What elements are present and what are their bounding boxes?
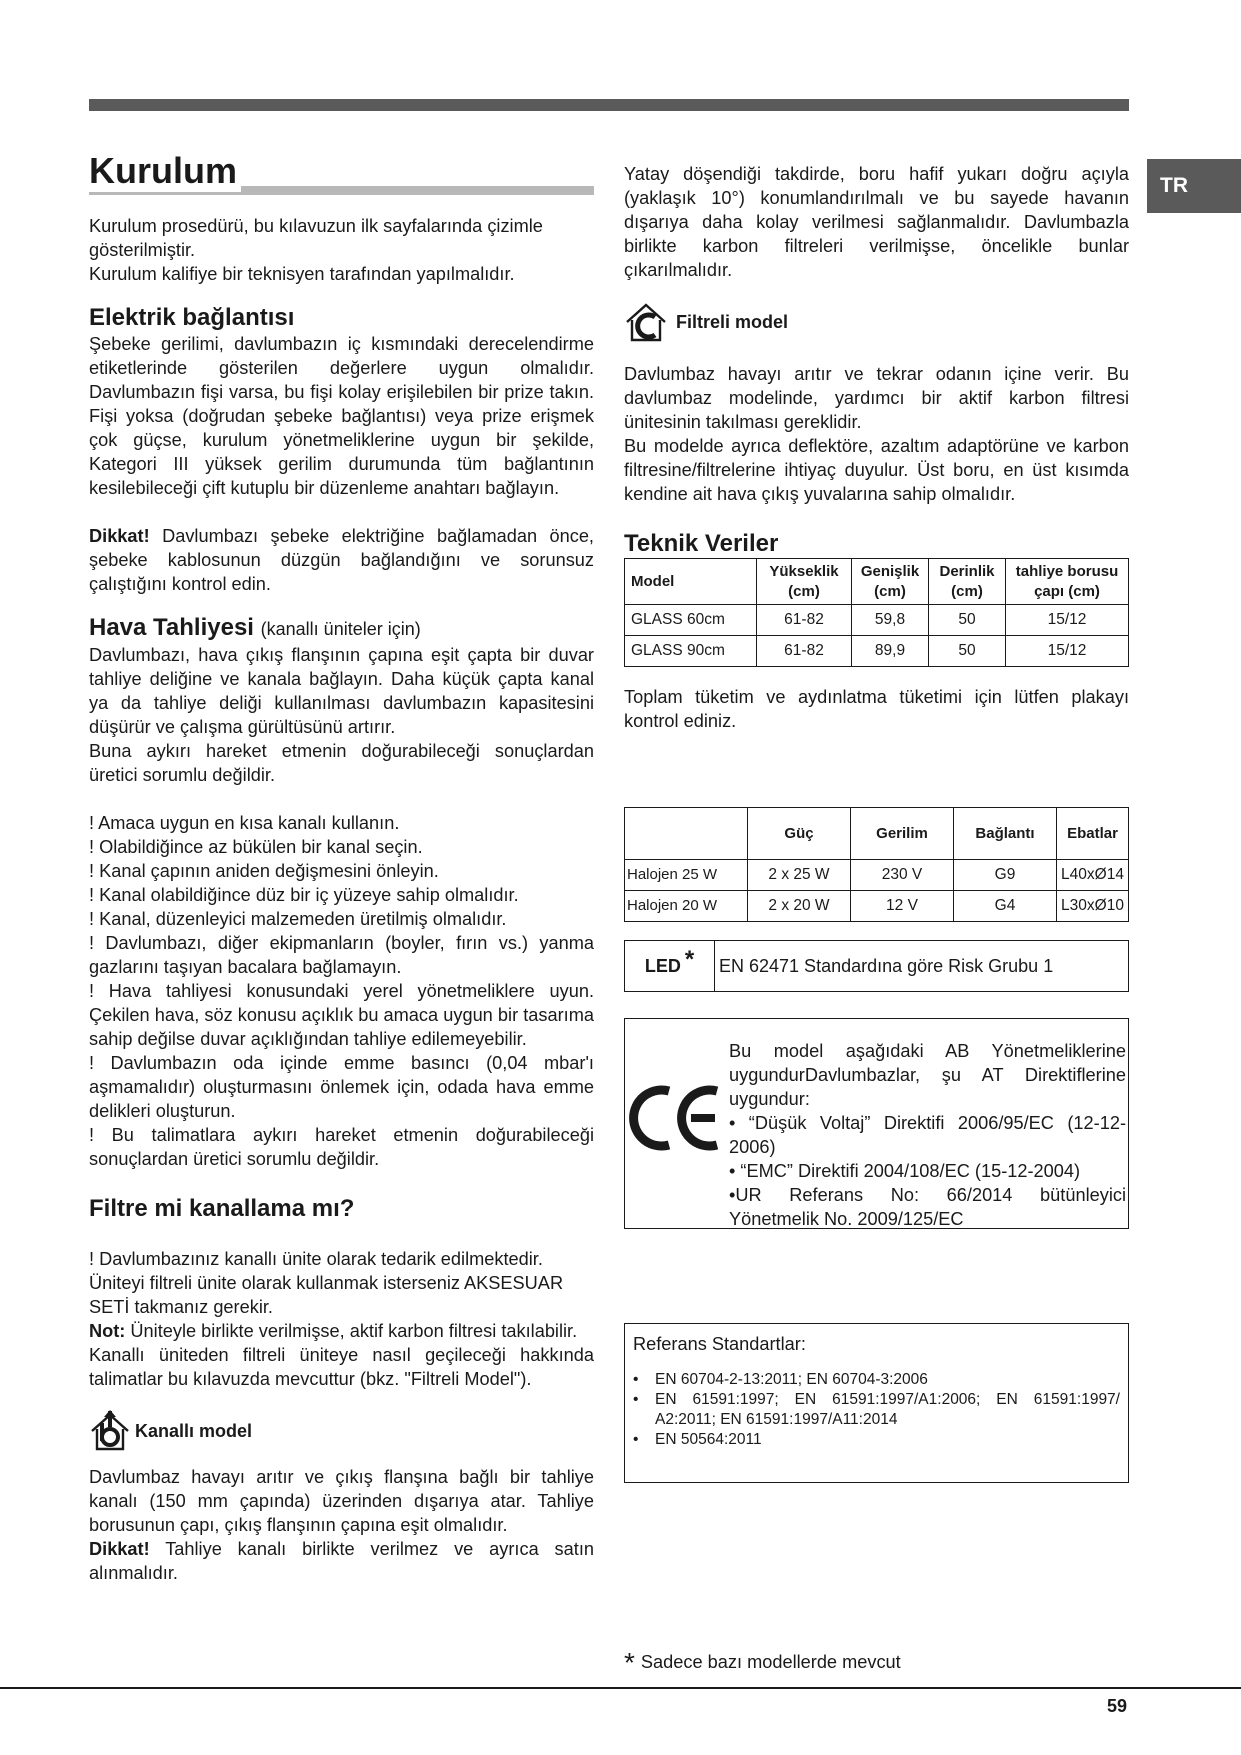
ce-item: •UR Referans No: 66/2014 bütünleyici Yönetmelik No. 2009/125/EC [729, 1185, 1126, 1229]
led-label [625, 941, 715, 991]
filter-text-1: ! Davlumbazınız kanallı ünite olarak tedarik edilmektedir. [89, 1249, 543, 1269]
filter-text-2: Üniteyi filtreli ünite olarak kullanmak isterseniz AKSESUAR SETİ takmanız gerekir. [89, 1273, 564, 1317]
table-cell: 12 V [851, 891, 954, 922]
filtered-heading-text: Filtreli model [676, 312, 789, 332]
filtered-house-icon [624, 300, 674, 344]
led-risk-box [624, 940, 1129, 992]
ce-text [729, 1039, 1126, 1231]
table-cell: 15/12 [1006, 636, 1129, 667]
warning-text: Davlumbazı şebeke elektriğine bağlamadan önce, şebeke kablosunun düzgün bağlandığını ve sorunsuz çalıştığını kontrol edin. [89, 526, 594, 594]
asterisk-icon: * [684, 946, 695, 973]
table-header-row [625, 808, 1129, 860]
led-label-text: LED [644, 956, 681, 976]
table-cell: 50 [929, 636, 1006, 667]
ce-mark-icon [629, 1085, 721, 1151]
exhaust-text-1: Davlumbazı, hava çıkış flanşının çapına eşit çapta bir duvar tahliye deliğine ve kanala bağlayın. Daha küçük çapta kanal ya da tahliye deliği kullanılması davlumbazın kapasitesini düşürür ve çalışma gürültüsünü artırır. [89, 645, 594, 737]
filter-or-duct-heading: Filtre mi kanallama mı? [89, 1195, 355, 1222]
list-item: ! Davlumbazın oda içinde emme basıncı (0,04 mbar'ı aşmamalıdır) oluşturmasını önlemek için, odada hava emme delikleri oluşturun. [89, 1053, 594, 1121]
ducted-heading-text: Kanallı model [135, 1421, 253, 1441]
ducted-house-icon [89, 1409, 133, 1453]
column-header: Yükseklik (cm) [757, 559, 852, 605]
table-header-row [625, 559, 1129, 605]
table-cell: 59,8 [852, 605, 929, 636]
column-header: Bağlantı [954, 808, 1057, 860]
bottom-divider [0, 1687, 1241, 1689]
filter-text-3: Kanallı üniteden filtreli üniteye nasıl geçileceği hakkında talimatlar bu kılavuzda mevcuttur (bkz. "Filtreli Model"). [89, 1345, 594, 1389]
table-row [625, 891, 1129, 922]
column-header: Güç [748, 808, 851, 860]
note-label: Not: [89, 1321, 126, 1341]
table-row [625, 636, 1129, 667]
table-cell: L30xØ10 [1057, 891, 1129, 922]
table-cell: 61-82 [757, 605, 852, 636]
list-item: ! Davlumbazı, diğer ekipmanların (boyler, fırın vs.) yanma gazlarını taşıyan bacalara bağlamayın. [89, 933, 594, 977]
footnote [624, 1643, 901, 1678]
consumption-note: Toplam tüketim ve aydınlatma tüketimi için lütfen plakayı kontrol ediniz. [624, 687, 1129, 731]
table-cell: GLASS 60cm [625, 605, 757, 636]
intro-text-1: Kurulum prosedürü, bu kılavuzun ilk sayfalarında çizimle gösterilmiştir. [89, 216, 543, 260]
list-item: • EN 50564:2011 [633, 1430, 1120, 1450]
table-cell: 89,9 [852, 636, 929, 667]
electric-body: Şebeke gerilimi, davlumbazın iç kısmındaki derecelendirme etiketlerinde gösterilen değerlere uygun olmalıdır. Davlumbazın fişi varsa, bu fişi kolay erişilebilen bir prize takın. Fişi yoksa (doğrudan şebeke bağlantısı) veya prize erişmek çok güçse, kurulum yönetmeliklerine uygun bir şekilde, Kategori III yüksek gerilim durumunda tüm bağlantının kesilebileceği çift kutuplu bir düzenleme anahtarı bağlayın. [89, 334, 594, 498]
table-cell: G4 [954, 891, 1057, 922]
table-cell: 2 x 25 W [748, 860, 851, 891]
list-item: ! Kanal olabildiğince düz bir iç yüzeye sahip olmalıdır. [89, 885, 519, 905]
asterisk-icon: * [624, 1647, 635, 1678]
ce-intro: Bu model aşağıdaki AB Yönetmeliklerine uygundurDavlumbazlar, şu AT Direktiflerine uygundur: [729, 1041, 1126, 1109]
list-item: ! Olabildiğince az bükülen bir kanal seçin. [89, 837, 423, 857]
page-number: 59 [1107, 1696, 1128, 1716]
column-header: Ebatlar [1057, 808, 1129, 860]
exhaust-text-2: Buna aykırı hareket etmenin doğurabileceği sonuçlardan üretici sorumlu değildir. [89, 741, 594, 785]
table-row [625, 605, 1129, 636]
table-cell: 61-82 [757, 636, 852, 667]
table-cell: 230 V [851, 860, 954, 891]
filter-note [89, 1319, 594, 1343]
electric-heading: Elektrik bağlantısı [89, 304, 295, 331]
lamp-table [624, 807, 1129, 922]
ce-item: • “Düşük Voltaj” Direktifi 2006/95/EC (12-12-2006) [729, 1113, 1126, 1157]
list-item: ! Kanal çapının aniden değişmesini önleyin. [89, 861, 439, 881]
column-header: tahliye borusu çapı (cm) [1006, 559, 1129, 605]
list-item: • EN 61591:1997; EN 61591:1997/A1:2006; EN 61591:1997/ A2:2011; EN 61591:1997/A11:2014 [633, 1390, 1120, 1430]
tech-heading: Teknik Veriler [624, 530, 779, 557]
intro-text-2: Kurulum kalifiye bir teknisyen tarafından yapılmalıdır. [89, 264, 515, 284]
column-header: Derinlik (cm) [929, 559, 1006, 605]
column-header: Gerilim [851, 808, 954, 860]
table-cell: G9 [954, 860, 1057, 891]
table-cell: 50 [929, 605, 1006, 636]
right-column [624, 162, 1129, 1483]
filtered-text-1: Davlumbaz havayı arıtır ve tekrar odanın içine verir. Bu davlumbaz modelinde, yardımcı bir aktif karbon filtresi ünitesinin takılması gereklidir. [624, 364, 1129, 432]
page-title: Kurulum [89, 150, 241, 192]
ducted-heading [89, 1409, 594, 1453]
list-item: ! Hava tahliyesi konusundaki yerel yönetmeliklere uyun. Çekilen hava, söz konusu açıklık bu amaca uygun bir tasarıma sahip değilse duvar açıklığından tahliye edilemeyebilir. [89, 981, 594, 1049]
top-divider-bar [89, 99, 1129, 111]
note-text: Üniteyle birlikte verilmişse, aktif karbon filtresi takılabilir. [125, 1321, 578, 1341]
electric-warning [89, 524, 594, 596]
exhaust-heading [89, 614, 594, 643]
table-cell: 2 x 20 W [748, 891, 851, 922]
table-cell: L40xØ14 [1057, 860, 1129, 891]
table-cell: Halojen 20 W [625, 891, 748, 922]
list-item: • EN 60704-2-13:2011; EN 60704-3:2006 [633, 1370, 1120, 1390]
column-header: Genişlik (cm) [852, 559, 929, 605]
title-block [89, 150, 594, 192]
ducted-warning [89, 1537, 594, 1585]
table-cell: 15/12 [1006, 605, 1129, 636]
table-cell: Halojen 25 W [625, 860, 748, 891]
filtered-text-2: Bu modelde ayrıca deflektöre, azaltım adaptörüne ve karbon filtresine/filtrelerine ihtiyaç duyulur. Üst boru, en üst kısımda kendine ait hava çıkış yuvalarına sahip olmalıdır. [624, 436, 1129, 504]
table-cell: GLASS 90cm [625, 636, 757, 667]
ducted-body: Davlumbaz havayı arıtır ve çıkış flanşına bağlı bir tahliye kanalı (150 mm çapında) üzerinden dışarıya atar. Tahliye borusunun çapı, çıkış flanşının çapına eşit olmalıdır. [89, 1467, 594, 1535]
horizontal-install-text: Yatay döşendiği takdirde, boru hafif yukarı doğru açıyla (yaklaşık 10°) konumlandırılmalı ve bu sayede havanın dışarıya daha kolay verilmesi sağlanmalıdır. Davlumbazla birlikte karbon filtreleri verilmişse, öncelikle bunlar çıkarılmalıdır. [624, 164, 1129, 280]
footnote-text: Sadece bazı modellerde mevcut [640, 1652, 901, 1672]
warning-label: Dikkat! [89, 526, 150, 546]
language-tab: TR [1147, 159, 1241, 213]
ce-compliance-box [624, 1018, 1129, 1229]
warning-label: Dikkat! [89, 1539, 150, 1559]
reference-standards-box [624, 1323, 1129, 1483]
reference-standards-title: Referans Standartlar: [633, 1334, 806, 1354]
column-header: Model [625, 559, 757, 605]
warning-text: Tahliye kanalı birlikte verilmez ve ayrıca satın alınmalıdır. [89, 1539, 594, 1583]
column-header [625, 808, 748, 860]
led-risk-text: EN 62471 Standardına göre Risk Grubu 1 [719, 956, 1054, 976]
left-column [89, 150, 594, 1585]
list-item: ! Bu talimatlara aykırı hareket etmenin doğurabileceği sonuçlardan üretici sorumlu değildir. [89, 1125, 594, 1169]
exhaust-heading-main: Hava Tahliyesi [89, 614, 254, 641]
list-item: ! Amaca uygun en kısa kanalı kullanın. [89, 813, 400, 833]
tech-data-table [624, 558, 1129, 667]
list-item: ! Kanal, düzenleyici malzemeden üretilmiş olmalıdır. [89, 909, 507, 929]
exhaust-heading-sub: (kanallı üniteler için) [260, 619, 421, 639]
ce-item: • “EMC” Direktifi 2004/108/EC (15-12-2004) [729, 1161, 1081, 1181]
table-row [625, 860, 1129, 891]
reference-standards-list [633, 1370, 1120, 1450]
filtered-heading [624, 300, 1129, 344]
